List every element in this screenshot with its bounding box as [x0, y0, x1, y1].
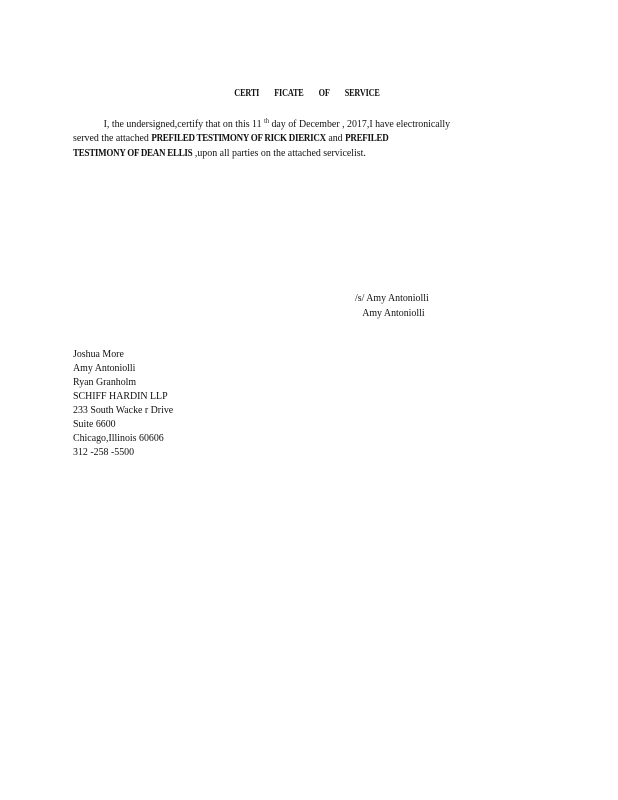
- address-line: Joshua More: [73, 348, 124, 360]
- electronic-signature: /s/ Amy Antoniolli: [355, 292, 429, 304]
- signature-block: [355, 291, 429, 321]
- address-line: Amy Antoniolli: [73, 362, 136, 374]
- title-word-2: FICATE: [274, 88, 304, 99]
- ordinal-superscript: th: [264, 117, 269, 125]
- address-block: [73, 347, 173, 459]
- paragraph-text: day of December , 2017,I have electronically: [271, 118, 451, 130]
- address-line: Ryan Granholm: [73, 376, 137, 388]
- document-title: [54, 88, 561, 99]
- title-word-4: SERVICE: [344, 88, 380, 99]
- paragraph-line-3: [73, 146, 496, 161]
- paragraph-text: ,upon all parties on the attached servicelist.: [194, 147, 366, 159]
- signer-name: Amy Antoniolli: [362, 307, 425, 319]
- paragraph-line-2: [73, 131, 496, 146]
- testimony-title-1: PREFILED TESTIMONY OF RICK DIERICX: [151, 133, 326, 144]
- paragraph-text: served the attached: [73, 132, 149, 144]
- address-line: Chicago,Illinois 60606: [73, 432, 164, 444]
- testimony-title-2-start: PREFILED: [345, 133, 389, 144]
- paragraph-text: I, the undersigned,certify that on this 11: [103, 118, 262, 130]
- address-line: 233 South Wacke r Drive: [73, 404, 174, 416]
- paragraph-line-1: [73, 114, 496, 131]
- title-word-1: CERTI: [234, 88, 260, 99]
- certification-paragraph: [73, 114, 496, 161]
- paragraph-text: and: [328, 132, 343, 144]
- testimony-title-2-end: TESTIMONY OF DEAN ELLIS: [73, 148, 193, 159]
- address-line: Suite 6600: [73, 418, 116, 430]
- address-line: 312 -258 -5500: [73, 446, 135, 458]
- title-word-3: OF: [318, 88, 330, 99]
- address-line: SCHIFF HARDIN LLP: [73, 390, 168, 402]
